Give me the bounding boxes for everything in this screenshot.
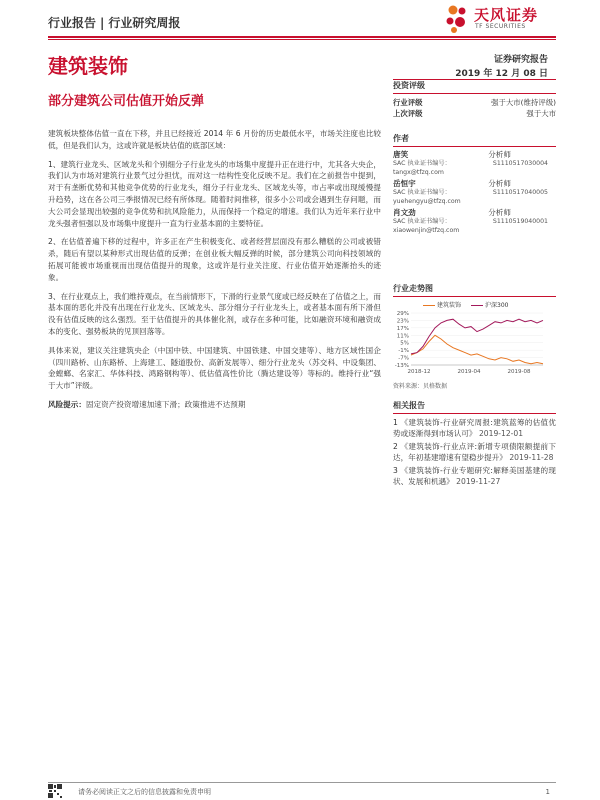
risk-text: 固定资产投资增速加速下滑；政策推进不达预期 — [85, 399, 246, 409]
author-role: 分析师 — [488, 150, 511, 159]
related-title: 3 《建筑装饰-行业专题研究:解释美国基建的现状、发展和机遇》 — [393, 466, 556, 486]
related-title: 1 《建筑装饰-行业研究周报:建筑蓝筹的估值优势或逐渐得到市场认可》 — [393, 418, 556, 438]
rating-row — [393, 97, 556, 108]
author-role: 分析师 — [488, 179, 511, 189]
rating-value: 强于大市 — [526, 109, 556, 118]
y-tick-label: 29% — [396, 311, 409, 317]
report-date: 2019 年 12 月 08 日 — [455, 69, 548, 79]
footer-disclaimer: 请务必阅读正文之后的信息披露和免责申明 — [78, 788, 211, 796]
legend-label: 建筑装饰 — [437, 302, 462, 309]
page-number: 1 — [545, 788, 550, 796]
category-label: 行业报告 — [48, 16, 97, 30]
trend-heading: 行业走势图 — [393, 283, 556, 297]
y-tick-label: -7% — [398, 355, 409, 362]
author-entry — [393, 150, 556, 177]
rating-key: 行业评级 — [393, 98, 423, 107]
related-date: 2019-11-28 — [509, 453, 554, 462]
x-tick-label: 2019-08 — [507, 369, 531, 375]
authors-heading: 作者 — [393, 133, 556, 147]
cert-number: S1110519040001 — [492, 218, 548, 226]
body-paragraph: 具体来说，建议关注建筑央企（中国中铁、中国建筑、中国铁建、中国交建等）、地方区域性国企（四川路桥、山东路桥、上海建工、隧道股份、高新发展等）、细分行业龙头（苏交科、中设集团、金螳螂、名家汇、华体科技、鸿路钢构等）、低估值高性价比（腾达建设等）等标的。维持行业“强于大市”评级。 — [48, 345, 381, 391]
author-email[interactable]: xiaowenjin@tfzq.com — [393, 226, 460, 234]
subcategory-label: 行业研究周报 — [108, 16, 181, 30]
header-rule — [48, 36, 556, 38]
body-paragraph: 3、在行业观点上，我们维持观点，在当前情形下，下滑的行业景气度或已经反映在了估值之上，而基本面的恶化并没有出现在行业龙头、区域龙头、部分细分子行业龙头上，或者基本面有所下滑但没有估值反映的这么强烈。至于估值提升的具体催化剂，或存在多种可能，比如融资环境和融资成本的变化、强势板块的见顶回落等。 — [48, 291, 381, 336]
legend-label: 沪深300 — [485, 302, 509, 309]
related-date: 2019-11-27 — [456, 477, 501, 486]
risk-note — [48, 399, 381, 411]
series-line-2 — [411, 319, 543, 354]
rating-row — [393, 108, 556, 119]
page-subtitle: 部分建筑公司估值开始反弹 — [48, 94, 205, 109]
y-tick-label: 17% — [396, 325, 409, 332]
legend-item — [423, 300, 461, 309]
legend-swatch-icon — [471, 305, 483, 306]
related-title: 2 《建筑装饰-行业点评:新增专项债限额提前下达，年初基建增速有望稳步提升》 — [393, 442, 556, 462]
related-section — [393, 400, 556, 489]
legend-swatch-icon — [423, 305, 435, 306]
cert-number: S1110517040005 — [492, 189, 548, 197]
legend-item — [471, 300, 508, 309]
cert-number: S1110517030004 — [492, 160, 548, 167]
rating-value: 强于大市(维持评级) — [491, 98, 556, 107]
x-tick-label: 2019-04 — [457, 369, 481, 375]
body-paragraph: 1、建筑行业龙头、区域龙头和个别细分子行业龙头的市场集中度提升正在进行中，尤其各大央企，我们认为市场对建筑行业景气过分担忧，而对这一结构性变化反映不足。我们在之前报告中提到，对于有垄断优势和其他竞争优势的行业龙头，细分子行业龙头、区域龙头等，市占率或出现缓慢提升趋势，这在各公司三季报情况已经有所体现。随着时间推移，很多小公司或会遇到生存问题，而大公司会显现出较强的竞争优势和抗风险能力，从而保持一个稳定的增速。我们认为近年来行业中龙头强者恒强以及市场集中度提升一直为行业基本面的主要特征。 — [48, 159, 381, 228]
author-entry — [393, 179, 556, 206]
risk-label: 风险提示： — [48, 399, 86, 409]
body-paragraph: 建筑板块整体估值一直在下移，并且已经接近 2014 年 6 月份的历史最低水平，市场关注度也比较低，但是我们认为，这或许就是板块估值的底部区域： — [48, 129, 381, 150]
main-body — [48, 128, 381, 418]
y-tick-label: 11% — [396, 333, 409, 340]
y-tick-label: -1% — [398, 348, 409, 355]
trend-chart — [393, 309, 556, 377]
footer-rule — [48, 782, 556, 783]
brand-logo — [444, 2, 554, 36]
y-tick-label: -13% — [394, 363, 409, 369]
author-name: 岳恒宇 — [393, 179, 416, 189]
y-tick-label: 5% — [400, 340, 409, 347]
series-line-1 — [411, 335, 543, 364]
author-name: 唐笑 — [393, 150, 409, 159]
cert-label: SAC 执业证书编号： — [393, 160, 451, 167]
rating-section — [393, 80, 556, 119]
logo-chinese-name: 天风证券 — [474, 6, 539, 24]
related-report[interactable] — [393, 417, 556, 439]
report-category — [48, 14, 180, 31]
author-email[interactable]: tangx@tfzq.com — [393, 168, 444, 176]
logo-english-name: TF SECURITIES — [475, 23, 526, 30]
page-header — [0, 0, 600, 40]
trend-section — [393, 283, 556, 390]
page-title: 建筑装饰 — [48, 54, 128, 78]
related-report[interactable] — [393, 465, 556, 487]
author-email[interactable]: yuehengyu@tfzq.com — [393, 197, 461, 205]
qr-code-icon — [48, 784, 62, 798]
author-name: 肖文劲 — [393, 208, 416, 218]
category-separator: | — [100, 16, 105, 30]
author-role: 分析师 — [488, 208, 511, 218]
related-heading: 相关报告 — [393, 400, 556, 414]
rating-key: 上次评级 — [393, 109, 423, 118]
chart-legend — [423, 300, 556, 309]
author-entry — [393, 208, 556, 235]
y-tick-label: 23% — [396, 318, 409, 325]
related-report[interactable] — [393, 441, 556, 463]
rating-heading: 投资评级 — [393, 80, 556, 94]
header-rule-thin — [48, 39, 556, 40]
chart-source: 资料来源：贝格数据 — [393, 383, 448, 390]
x-tick-label: 2018-12 — [407, 369, 431, 375]
authors-section — [393, 133, 556, 238]
related-date: 2019-12-01 — [478, 429, 524, 438]
logo-mark-icon — [444, 4, 470, 34]
cert-label: SAC 执业证书编号： — [393, 189, 451, 197]
cert-label: SAC 执业证书编号： — [393, 218, 451, 226]
report-type: 证券研究报告 — [493, 55, 548, 65]
body-paragraph: 2、在估值普遍下移的过程中，许多正在产生积极变化、或者经营层面没有那么糟糕的公司或被错杀，随后有望以某种形式出现估值的反弹；在创业板大幅反弹的时候，部分建筑公司向科技领域的拓展可能被市场重视而出现估值提升的现象，这或许是行业关注度、行业估值开始逐渐抬头的迹象。 — [48, 237, 381, 282]
